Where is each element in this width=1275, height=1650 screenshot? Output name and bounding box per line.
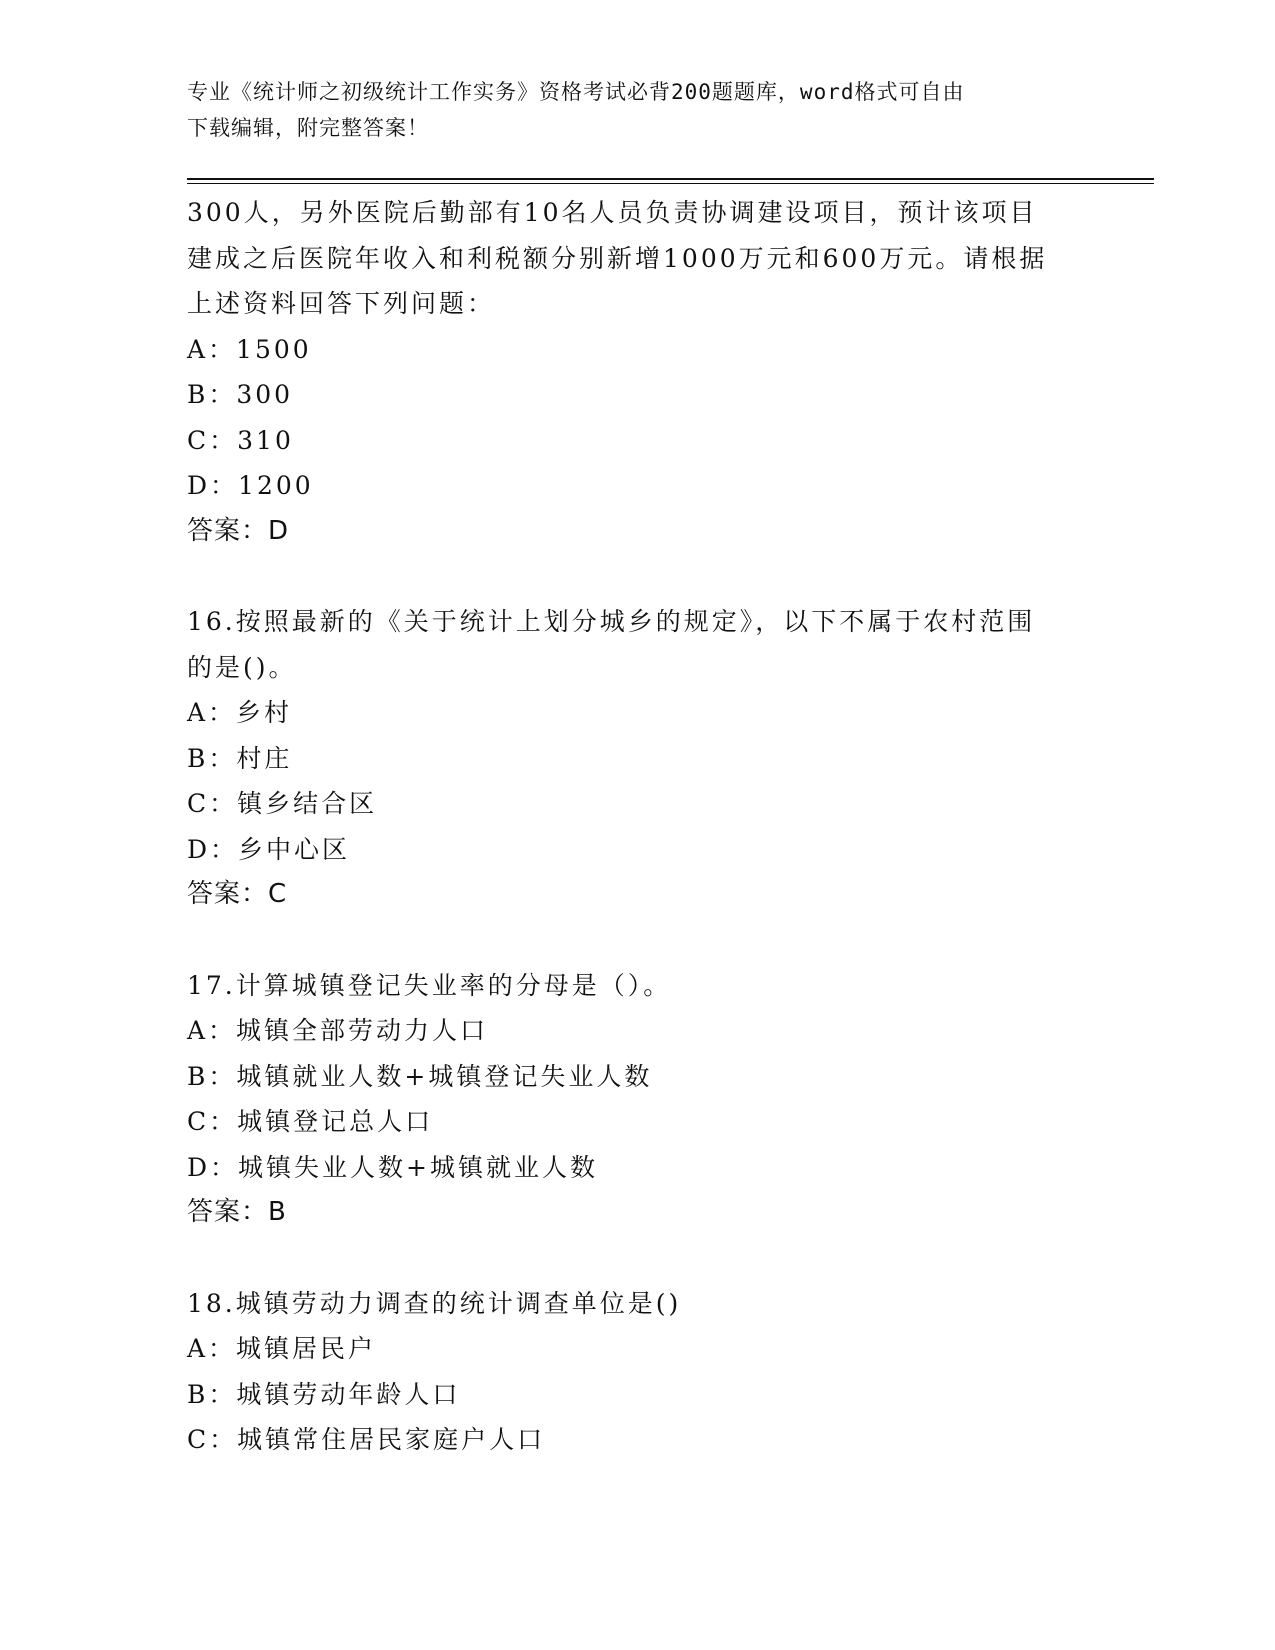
question-stem-line: 17.计算城镇登记失业率的分母是（）。 bbox=[187, 970, 672, 1000]
question-continued bbox=[187, 190, 1087, 554]
option-d: D：城镇失业人数+城镇就业人数 bbox=[187, 1152, 598, 1182]
question-stem-line: 的是()。 bbox=[187, 652, 297, 682]
question-stem-line: 建成之后医院年收入和利税额分别新增1000万元和600万元。请根据 bbox=[187, 243, 1048, 273]
question-16 bbox=[187, 599, 1087, 918]
answer-line: 答案：C bbox=[187, 879, 288, 909]
option-b: B：300 bbox=[187, 380, 294, 409]
header-line: 专业《统计师之初级统计工作实务》资格考试必背200题题库，word格式可自由 bbox=[187, 80, 965, 104]
answer-line: 答案：B bbox=[187, 1197, 287, 1227]
option-c: C：城镇常住居民家庭户人口 bbox=[187, 1425, 546, 1454]
option-b: B：城镇劳动年龄人口 bbox=[187, 1379, 461, 1409]
option-d: D：乡中心区 bbox=[187, 834, 351, 864]
spacer bbox=[187, 918, 1087, 963]
spacer bbox=[187, 1236, 1087, 1281]
spacer bbox=[187, 554, 1087, 599]
option-a: A：1500 bbox=[187, 334, 312, 364]
question-17 bbox=[187, 963, 1087, 1236]
question-stem-line: 300人，另外医院后勤部有10名人员负责协调建设项目，预计该项目 bbox=[187, 198, 1038, 227]
option-a: A：城镇居民户 bbox=[187, 1334, 377, 1363]
header-divider-thin bbox=[187, 183, 1154, 184]
option-a: A：乡村 bbox=[187, 698, 293, 727]
question-stem-line: 16.按照最新的《关于统计上划分城乡的规定》，以下不属于农村范围 bbox=[187, 607, 1036, 636]
question-stem-line: 上述资料回答下列问题： bbox=[187, 289, 496, 318]
question-content bbox=[187, 190, 1087, 1463]
answer-line: 答案：D bbox=[187, 515, 290, 546]
option-c: C：镇乡结合区 bbox=[187, 789, 378, 818]
question-stem-line: 18.城镇劳动力调查的统计调查单位是() bbox=[187, 1288, 682, 1318]
header-divider bbox=[187, 178, 1154, 180]
option-b: B：村庄 bbox=[187, 743, 293, 773]
option-a: A：城镇全部劳动力人口 bbox=[187, 1016, 489, 1045]
header-line: 下载编辑，附完整答案！ bbox=[187, 116, 429, 140]
question-18 bbox=[187, 1281, 1087, 1463]
document-header bbox=[187, 74, 1067, 146]
option-b: B：城镇就业人数+城镇登记失业人数 bbox=[187, 1061, 653, 1091]
option-d: D：1200 bbox=[187, 471, 314, 500]
option-c: C：城镇登记总人口 bbox=[187, 1107, 434, 1136]
option-c: C：310 bbox=[187, 425, 294, 455]
